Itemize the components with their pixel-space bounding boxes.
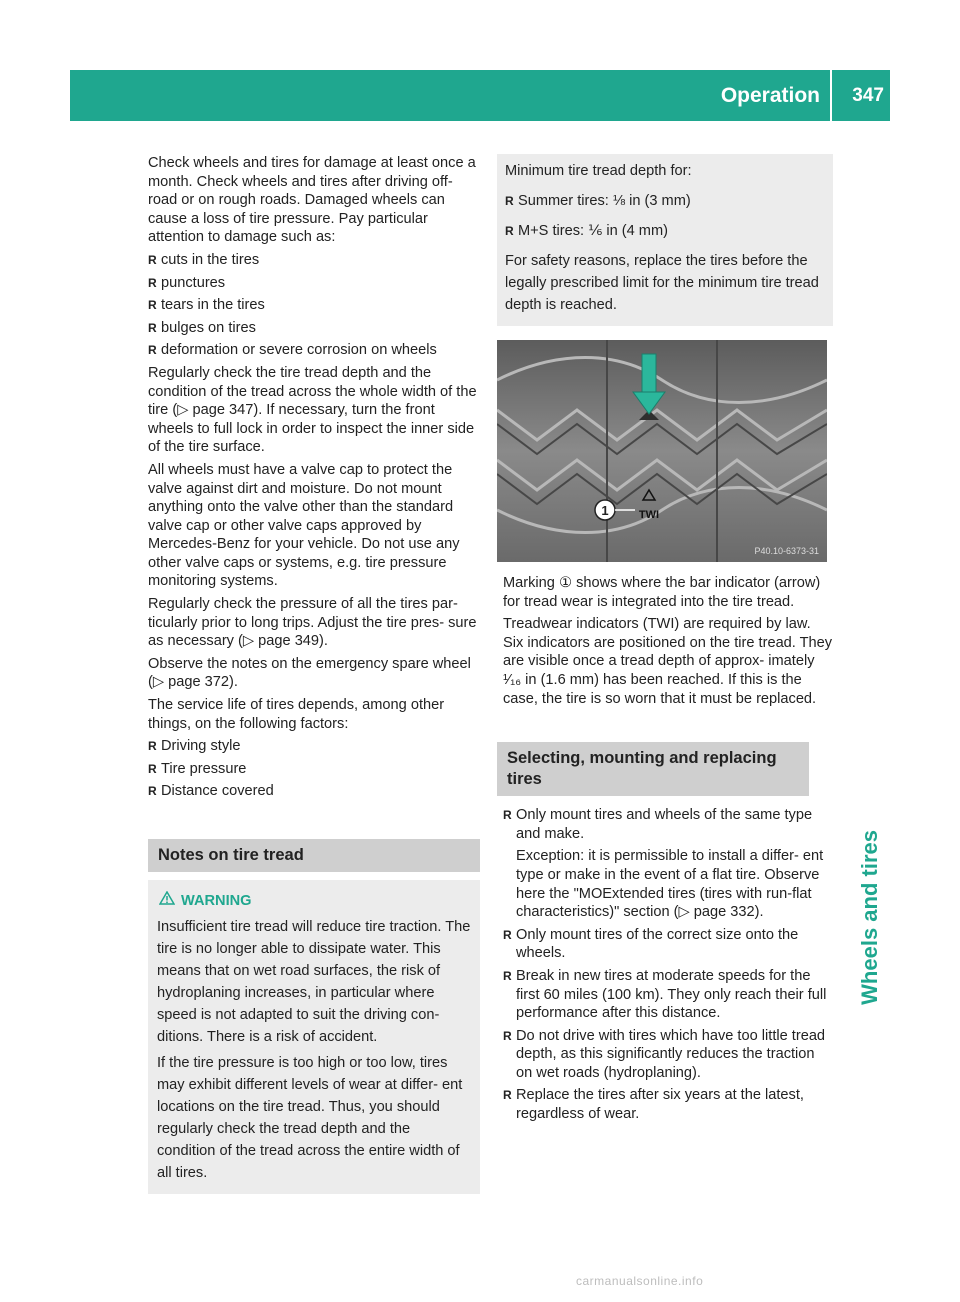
min-tread-box bbox=[497, 154, 833, 326]
twi-paragraph: Treadwear indicators (TWI) are required by law. Six indicators are positioned on the tire tread. They are visible once a tread depth of approx- imately ¹⁄₁₆ in (1.6 mm) has been reached. If this is the case, the tire is so worn that it must be replaced. bbox=[503, 616, 833, 707]
left-column bbox=[148, 154, 480, 1194]
header-divider bbox=[830, 70, 832, 121]
list-item: R Driving style bbox=[148, 737, 480, 756]
list-item-text: Only mount tires and wheels of the same type and make. bbox=[516, 807, 813, 842]
warning-paragraph: If the tire pressure is too high or too low, tires may exhibit different levels of wear at differ- ent locations on the tire tread. Thus, you should regularly check the tread depth and the condition of the tread across the entire width of all tires. bbox=[157, 1055, 463, 1181]
callout-number: 1 bbox=[601, 503, 609, 518]
list-item: R Break in new tires at moderate speeds for the first 60 miles (100 km). They only reach their full performance after this distance. bbox=[503, 967, 833, 1023]
chapter-title: Operation bbox=[720, 84, 820, 107]
pressure-paragraph: Regularly check the pressure of all the tires par- ticularly prior to long trips. Adjust the tire pres- sure as necessary (▷ page 349). bbox=[148, 596, 477, 650]
twi-label: TWI bbox=[638, 509, 660, 521]
warning-box bbox=[148, 880, 480, 1194]
min-tread-note: For safety reasons, replace the tires before the legally prescribed limit for the minimum tire tread depth is reached. bbox=[505, 253, 819, 313]
warning-label: WARNING bbox=[181, 893, 252, 909]
min-tread-title: Minimum tire tread depth for: bbox=[505, 163, 692, 179]
list-item: R M+S tires: ⅙ in (4 mm) bbox=[505, 216, 825, 246]
tread-check-paragraph: Regularly check the tire tread depth and the condition of the tread across the whole width of the tire (▷ page 347). If necessary, turn the front wheels to full lock in order to inspect the inner side of the tire surface. bbox=[148, 364, 477, 456]
warning-paragraph: Insufficient tire tread will reduce tire traction. The tire is no longer able to dissipate water. This means that on wet road surfaces, the risk of hydroplaning increases, in particular where speed is not adapted to suit the driving con- ditions. There is a risk of accident. bbox=[157, 919, 471, 1045]
list-item: R Only mount tires of the correct size onto the wheels. bbox=[503, 926, 833, 963]
section-title-tire-tread: Notes on tire tread bbox=[148, 839, 480, 872]
section-title-selecting-tires: Selecting, mounting and replacing tires bbox=[497, 742, 809, 796]
list-item: R punctures bbox=[148, 274, 480, 293]
list-item: R cuts in the tires bbox=[148, 251, 480, 270]
page-number: 347 bbox=[852, 85, 884, 106]
valve-cap-paragraph: All wheels must have a valve cap to protect the valve against dirt and moisture. Do not mount anything onto the valve other than the standard valve cap or other valve caps approved by Mercedes-Benz for your vehicle. Do not use any other valve caps or systems, e.g. tire pressure monitoring systems. bbox=[148, 461, 460, 590]
list-item: R tears in the tires bbox=[148, 296, 480, 315]
header-bar bbox=[70, 70, 890, 121]
list-item: R Summer tires: ⅛ in (3 mm) bbox=[505, 186, 825, 216]
figure-reference-code: P40.10-6373-31 bbox=[754, 546, 819, 556]
list-item: R Tire pressure bbox=[148, 760, 480, 779]
spare-wheel-paragraph: Observe the notes on the emergency spare wheel (▷ page 372). bbox=[148, 655, 471, 691]
footer-watermark: carmanualsonline.info bbox=[576, 1274, 704, 1288]
exception-paragraph: Exception: it is permissible to install a differ- ent type or make in the event of a flat tire. Observe here the "MOExtended tires (tires with run-flat characteristics)" section (▷ page 332). bbox=[516, 848, 824, 921]
marking-paragraph: Marking ① shows where the bar indicator (arrow) for tread wear is integrated into the tire tread. bbox=[503, 575, 821, 610]
list-item: R bulges on tires bbox=[148, 319, 480, 338]
list-item: R Distance covered bbox=[148, 782, 480, 801]
tire-tread-figure bbox=[497, 340, 827, 562]
min-tread-list bbox=[505, 186, 825, 246]
intro-paragraph: Check wheels and tires for damage at least once a month. Check wheels and tires after driving off-road or on rough roads. Damaged wheels can cause a loss of tire pressure. Pay particular attention to damage such as: bbox=[148, 155, 476, 246]
warning-header bbox=[157, 890, 471, 912]
right-column bbox=[503, 154, 833, 1128]
factors-list bbox=[148, 737, 480, 801]
selecting-list bbox=[503, 806, 833, 1124]
tire-tread-illustration bbox=[497, 340, 827, 562]
list-item: R Replace the tires after six years at the latest, regardless of wear. bbox=[503, 1086, 833, 1123]
warning-triangle-icon bbox=[159, 890, 175, 912]
side-tab-label: Wheels and tires bbox=[857, 830, 882, 1005]
list-item bbox=[503, 806, 833, 922]
list-item: R Do not drive with tires which have too little tread depth, as this significantly reduces the traction on wet roads (hydroplaning). bbox=[503, 1027, 833, 1083]
damage-list bbox=[148, 251, 480, 360]
factors-paragraph: The service life of tires depends, among other things, on the following factors: bbox=[148, 697, 445, 732]
list-item: R deformation or severe corrosion on wheels bbox=[148, 341, 480, 360]
